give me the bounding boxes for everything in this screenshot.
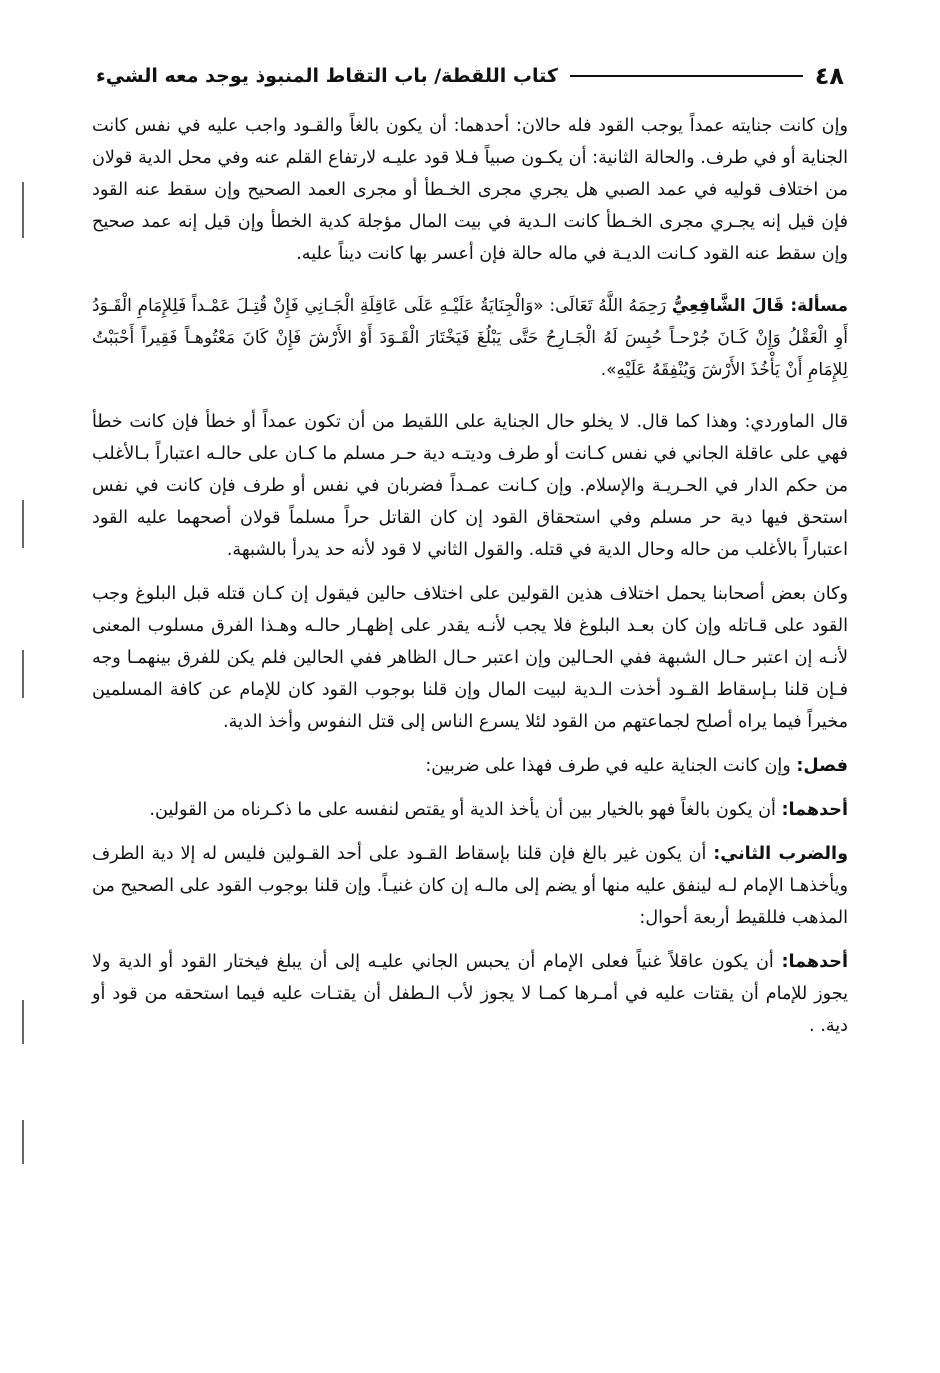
paragraph-lead: والضرب الثاني:: [713, 844, 848, 864]
margin-mark: [22, 500, 24, 548]
paragraph-text: وإن كانت الجناية عليه في طرف فهذا على ضربين:: [425, 756, 791, 776]
paragraph-lead: فصل:: [796, 756, 848, 776]
paragraph-text: وإن كانت جنايته عمداً يوجب القود فله حالان: أحدهما: أن يكون بالغاً والقـود واجب عليه في نفس كانت الجناية أو في طرف. والحالة الثانية: أن يكـون صبياً فـلا قود عليـه لارتفاع القلم عنه وفي محل الدية قولان من اختلاف قوليه في عمد الصبي هل يجري مجرى الخـطأ أو مجرى العمد الصحيح وإن سقط عنه القود فإن قيل إنه يجـري مجرى الخـطأ كانت الـدية في بيت المال مؤجلة كدية الخطأ وإن قيل إنه عمد صحيح وإن سقط عنه القود كـانت الديـة في ماله حالة فإن أعسر بها كانت ديناً عليه.: [92, 116, 848, 264]
paragraph-text: أن يكون عاقلاً غنياً فعلى الإمام أن يحبس الجاني عليـه إلى أن يبلغ فيختار القود أو الدية ولا يجوز للإمام أن يقتات عليه في أمـرها كمـا لا يجوز لأب الـطفل أن يقتـات عليه فيما استحقه من قود أو دية. .: [92, 952, 848, 1036]
page-number: ٤٨: [814, 62, 844, 90]
paragraph-mawardi: [92, 406, 848, 566]
paragraph-lead: مسألة: قَالَ الشَّافِعِيُّ: [671, 296, 849, 316]
paragraph-ahaduhuma-1: [92, 794, 848, 826]
paragraph-text: رَحِمَهُ اللَّهُ تَعَالَى: «وَالْجِنَايَةُ عَلَيْـهِ عَلَى عَاقِلَةِ الْجَـانِي فَإِنْ قُتِـلَ عَمْـداً فَلِلإِمَامِ الْقَـوَدُ أَوِ الْعَقْلُ وَإِنْ كَـانَ جُرْحـاً حُبِسَ لَهُ الْجَـارِحُ حَتَّى يَبْلُغَ فَيَخْتَارَ الْقَـوَدَ أَوْ الأَرْشَ فَإِنْ كَانَ مَعْتُوهـاً فَقِيراً أَحْبَبْتُ لِلإِمَامِ أَنْ يَأْخُذَ الأَرْشَ وَيُنْفِقَهُ عَلَيْهِ».: [92, 296, 848, 380]
margin-mark: [22, 650, 24, 698]
paragraph-darb-thani: [92, 838, 848, 934]
paragraph-masala: [92, 290, 848, 386]
margin-mark: [22, 182, 24, 238]
page-header: [96, 58, 844, 94]
paragraph-text: وكان بعض أصحابنا يحمل اختلاف هذين القولين على اختلاف حالين فيقول إن كـان قتله قبل البلوغ وجب القود على قـاتله وإن كان بعـد البلوغ فلا يجب لأنـه يقدر على إظهـار حالـه وهـذا الفرق مسلوب المعنى لأنـه إن اعتبر حـال الشبهة ففي الحـالين وإن اعتبر حـال الظاهر ففي الحالين فلم يكن للفرق بينهمـا وجه فـإن قلنا بـإسقاط القـود أخذت الـدية لبيت المال وإن قلنا بوجوب القود كان للإمام عن كافة المسلمين مخيراً فيما يراه أصلح لجماعتهم من القود لئلا يسرع الناس إلى قتل النفوس وأخذ الدية.: [92, 584, 848, 732]
paragraph-ashab: [92, 578, 848, 738]
page-body: [92, 110, 848, 1054]
margin-mark: [22, 1120, 24, 1164]
running-title: كتاب اللقطة/ باب التقاط المنبوذ يوجد معه الشيء: [96, 65, 558, 87]
header-rule: [570, 75, 803, 77]
paragraph-text: قال الماوردي: وهذا كما قال. لا يخلو حال الجناية على اللقيط من أن تكون عمداً أو خطأ فإن كانت خطأ فهي على عاقلة الجاني في نفس كـانت أو طرف وديتـه دية حـر مسلم ما كـان على حالـه اعتباراً بـالأغلب من حكم الدار في الحـريـة والإسلام. وإن كـانت عمـداً فضربان في نفس أو طرف فإن كانت في نفس استحق فيها دية حر مسلم وفي استحقاق القود إن كان القاتل حراً مسلماً قولان أصحهما عليه القود اعتباراً بالأغلب من حاله وحال الدية في قتله. والقول الثاني لا قود لأنه حد يدرأ بالشبهة.: [92, 412, 848, 560]
paragraph-text: أن يكون بالغاً فهو بالخيار بين أن يأخذ الدية أو يقتص لنفسه على ما ذكـرناه من القولين.: [149, 800, 776, 820]
paragraph-fasl: [92, 750, 848, 782]
paragraph-lead: أحدهما:: [781, 952, 848, 972]
margin-mark: [22, 1000, 24, 1044]
paragraph-text: أن يكون غير بالغ فإن قلنا بإسقاط القـود على أحد القـولين فليس له إلا دية الطرف ويأخذهـا الإمام لـه لينفق عليه منها أو يضم إلى مالـه إن كان غنيـاً. وإن قلنا بوجوب القود على الصحيح من المذهب فللقيط أربعة أحوال:: [92, 844, 848, 928]
paragraph-lead: أحدهما:: [781, 800, 848, 820]
paragraph-1: [92, 110, 848, 270]
paragraph-ahaduhuma-2: [92, 946, 848, 1042]
